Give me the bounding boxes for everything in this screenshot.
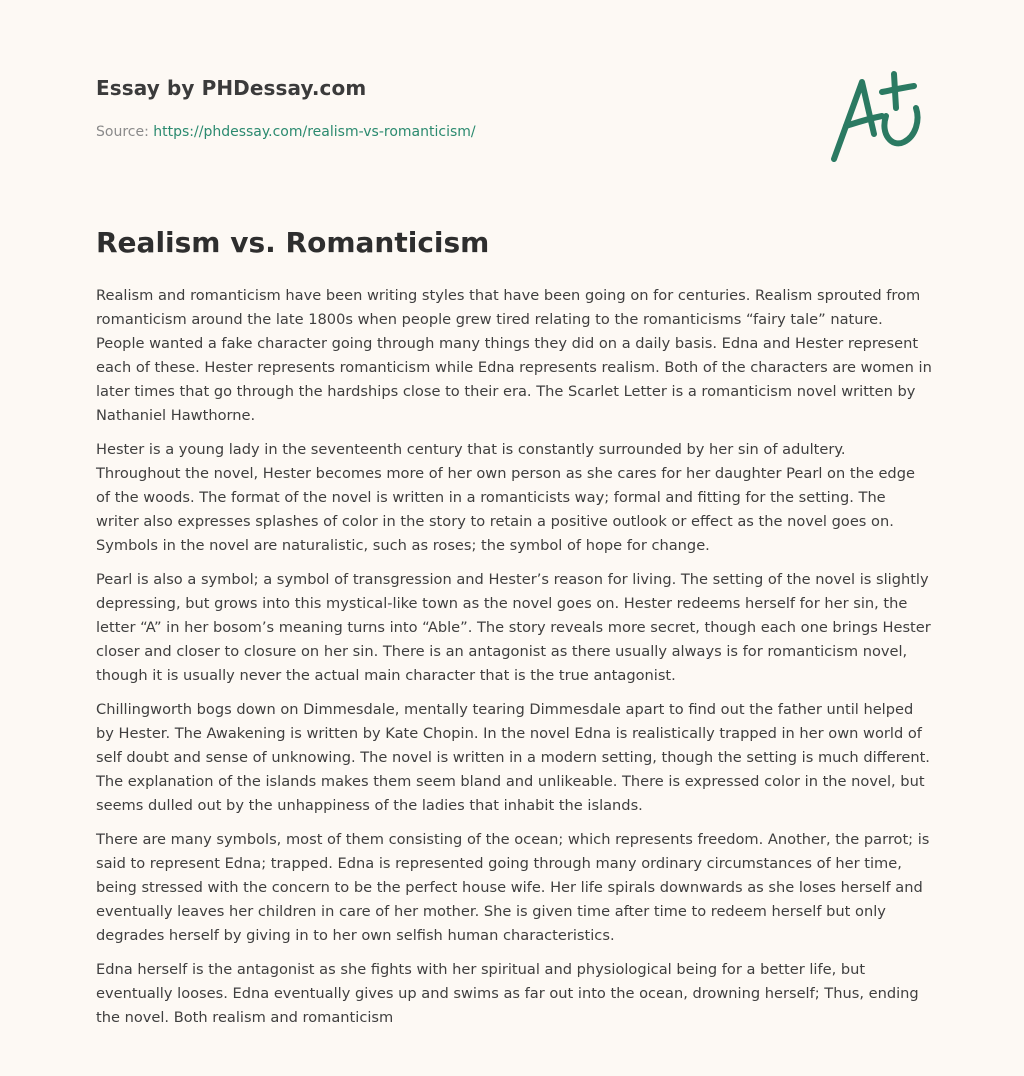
source-line <box>96 124 476 140</box>
essay-paragraph: Chillingworth bogs down on Dimmesdale, mentally tearing Dimmesdale apart to find out the father until helped by Hester. The Awakening is written by Kate Chopin. In the novel Edna is realistically trapped in her own world of self doubt and sense of unknowing. The novel is written in a modern setting, though the setting is much different. The explanation of the islands makes them seem bland and unlikeable. There is expressed color in the novel, but seems dulled out by the unhappiness of the ladies that inhabit the islands. <box>96 701 930 814</box>
a-plus-logo-icon <box>824 64 928 168</box>
essay-paragraph: There are many symbols, most of them consisting of the ocean; which represents freedom. Another, the parrot; is said to represent Edna; trapped. Edna is represented going through many ordinary circumstances of her time, being stressed with the concern to be the perfect house wife. Her life spirals downwards as she loses herself and eventually leaves her children in care of her mother. She is given time after time to redeem herself but only degrades herself by giving in to her own selfish human characteristics. <box>96 831 930 944</box>
essay-paragraph: Realism and romanticism have been writing styles that have been going on for centuries. Realism sprouted from romanticism around the late 1800s when people grew tired relating to the romanticisms “fairy tale” nature. People wanted a fake character going through many things they did on a daily basis. Edna and Hester represent each of these. Hester represents romanticism while Edna represents realism. Both of the characters are women in later times that go through the hardships close to their era. The Scarlet Letter is a romanticism novel written by Nathaniel Hawthorne. <box>96 287 932 424</box>
essay-paragraph: Pearl is also a symbol; a symbol of transgression and Hester’s reason for living. The setting of the novel is slightly depressing, but grows into this mystical-like town as the novel goes on. Hester redeems herself for her sin, the letter “A” in her bosom’s meaning turns into “Able”. The story reveals more secret, though each one brings Hester closer and closer to closure on her sin. There is an antagonist as there usually always is for romanticism novel, though it is usually never the actual main character that is the true antagonist. <box>96 571 931 684</box>
page-header <box>96 0 928 200</box>
essay-paragraph: Edna herself is the antagonist as she fights with her spiritual and physiological being for a better life, but eventually looses. Edna eventually gives up and swims as far out into the ocean, drowning herself; Thus, ending the novel. Both realism and romanticism <box>96 961 919 1026</box>
essay-body <box>96 284 932 1040</box>
essay-title: Realism vs. Romanticism <box>96 226 490 259</box>
essay-paragraph: Hester is a young lady in the seventeenth century that is constantly surrounded by her sin of adultery. Throughout the novel, Hester becomes more of her own person as she cares for her daughter Pearl on the edge of the woods. The format of the novel is written in a romanticists way; formal and fitting for the setting. The writer also expresses splashes of color in the story to retain a positive outlook or effect as the novel goes on. Symbols in the novel are naturalistic, such as roses; the symbol of hope for change. <box>96 441 915 554</box>
site-title: Essay by PHDessay.com <box>96 76 367 100</box>
source-label: Source: <box>96 124 149 140</box>
source-link[interactable]: https://phdessay.com/realism-vs-romanticism/ <box>153 124 476 140</box>
